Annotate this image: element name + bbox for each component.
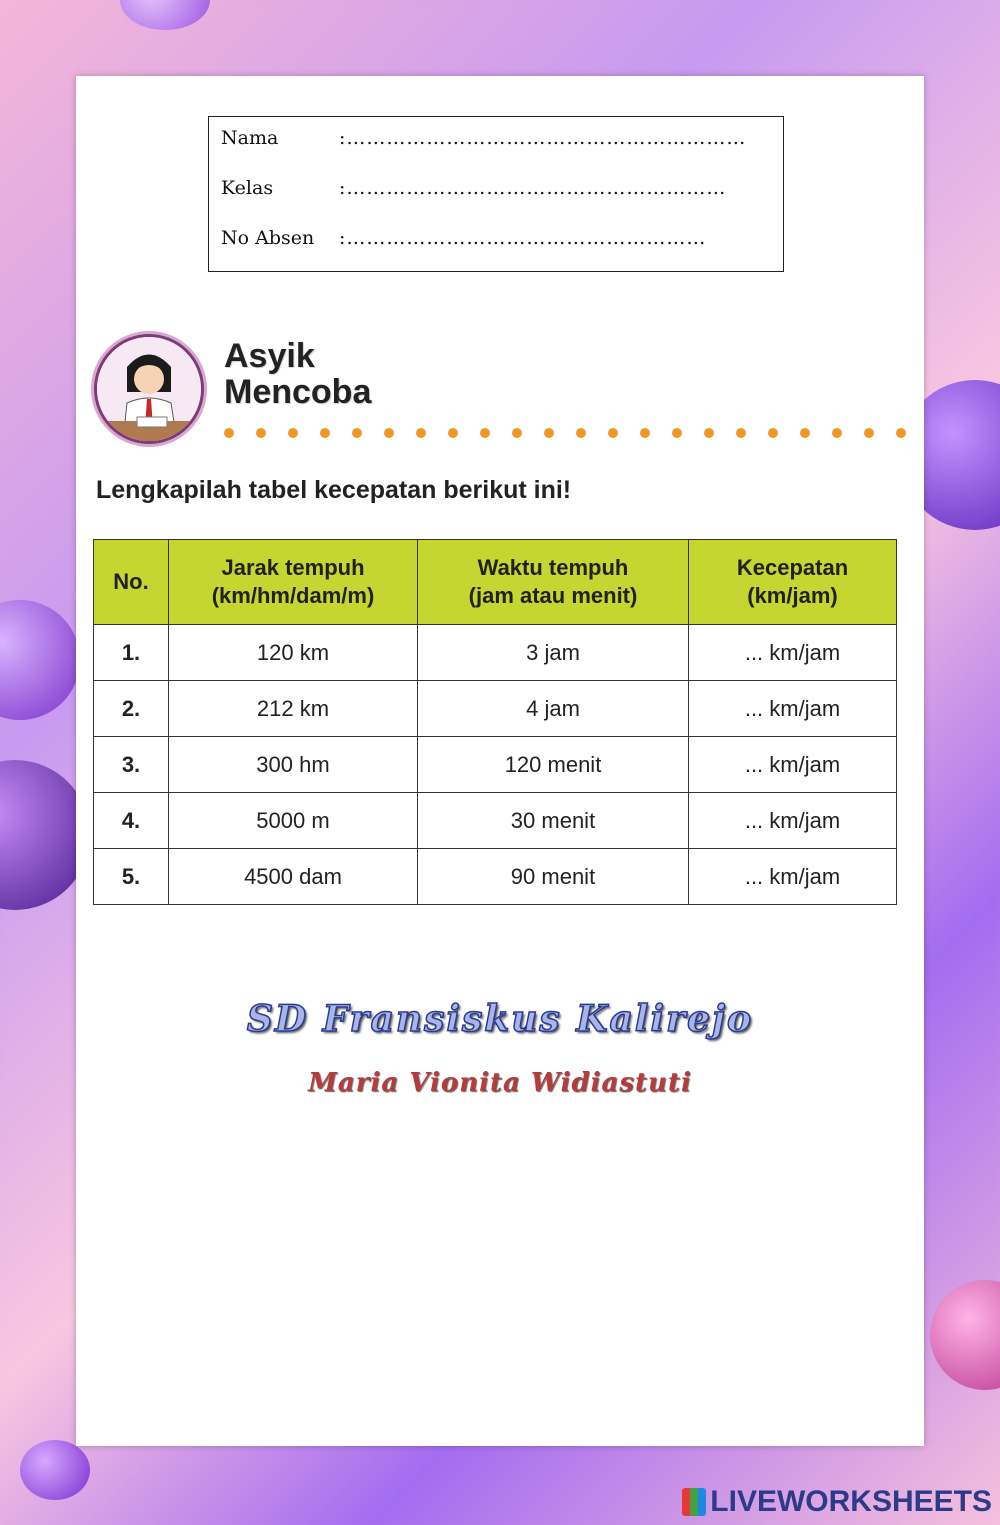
class-field[interactable]: :………………………………………………… (339, 177, 727, 199)
background-bubble (930, 1280, 1000, 1390)
table-row (94, 681, 897, 737)
header-time: Waktu tempuh (jam atau menit) (418, 540, 689, 625)
table-row (94, 849, 897, 905)
header-no: No. (94, 540, 169, 625)
distance-cell: 300 hm (169, 737, 418, 793)
title-line-1: Asyik (224, 337, 315, 375)
liveworksheets-icon (682, 1488, 706, 1516)
speed-answer-cell[interactable]: ... km/jam (689, 793, 897, 849)
absen-row (221, 227, 706, 249)
section-title (224, 338, 371, 410)
row-number: 1. (94, 625, 169, 681)
speed-table (93, 539, 897, 905)
time-cell: 4 jam (418, 681, 689, 737)
distance-cell: 4500 dam (169, 849, 418, 905)
row-number: 5. (94, 849, 169, 905)
table-row (94, 793, 897, 849)
name-row (221, 127, 746, 149)
class-label: Kelas (221, 177, 274, 199)
distance-cell: 5000 m (169, 793, 418, 849)
speed-answer-cell[interactable]: ... km/jam (689, 681, 897, 737)
author-name: Maria Vionita Widiastuti (308, 1068, 692, 1098)
table-row (94, 625, 897, 681)
speed-answer-cell[interactable]: ... km/jam (689, 625, 897, 681)
brand-text: LIVEWORKSHEETS (710, 1485, 992, 1518)
class-row (221, 177, 726, 199)
orange-dot-divider (222, 426, 912, 440)
row-number: 3. (94, 737, 169, 793)
absen-field[interactable]: :……………………………………………… (339, 227, 707, 249)
background-bubble (20, 1440, 90, 1500)
worksheet-page (76, 76, 924, 1446)
name-field[interactable]: :…………………………………………………… (339, 127, 747, 149)
table-header-row (94, 540, 897, 625)
liveworksheets-logo[interactable] (682, 1485, 992, 1519)
time-cell: 120 menit (418, 737, 689, 793)
background-bubble (0, 600, 80, 720)
distance-cell: 212 km (169, 681, 418, 737)
header-speed: Kecepatan (km/jam) (689, 540, 897, 625)
student-illustration (94, 334, 204, 444)
row-number: 2. (94, 681, 169, 737)
school-name: SD Fransiskus Kalirejo (246, 998, 754, 1040)
time-cell: 30 menit (418, 793, 689, 849)
row-number: 4. (94, 793, 169, 849)
distance-cell: 120 km (169, 625, 418, 681)
speed-answer-cell[interactable]: ... km/jam (689, 737, 897, 793)
student-id-box (208, 116, 784, 272)
background-bubble (120, 0, 210, 30)
header-distance: Jarak tempuh (km/hm/dam/m) (169, 540, 418, 625)
name-label: Nama (221, 127, 279, 149)
speed-answer-cell[interactable]: ... km/jam (689, 849, 897, 905)
time-cell: 90 menit (418, 849, 689, 905)
table-row (94, 737, 897, 793)
absen-label: No Absen (221, 227, 315, 249)
title-line-2: Mencoba (224, 373, 372, 411)
instruction-text: Lengkapilah tabel kecepatan berikut ini! (96, 476, 572, 504)
time-cell: 3 jam (418, 625, 689, 681)
